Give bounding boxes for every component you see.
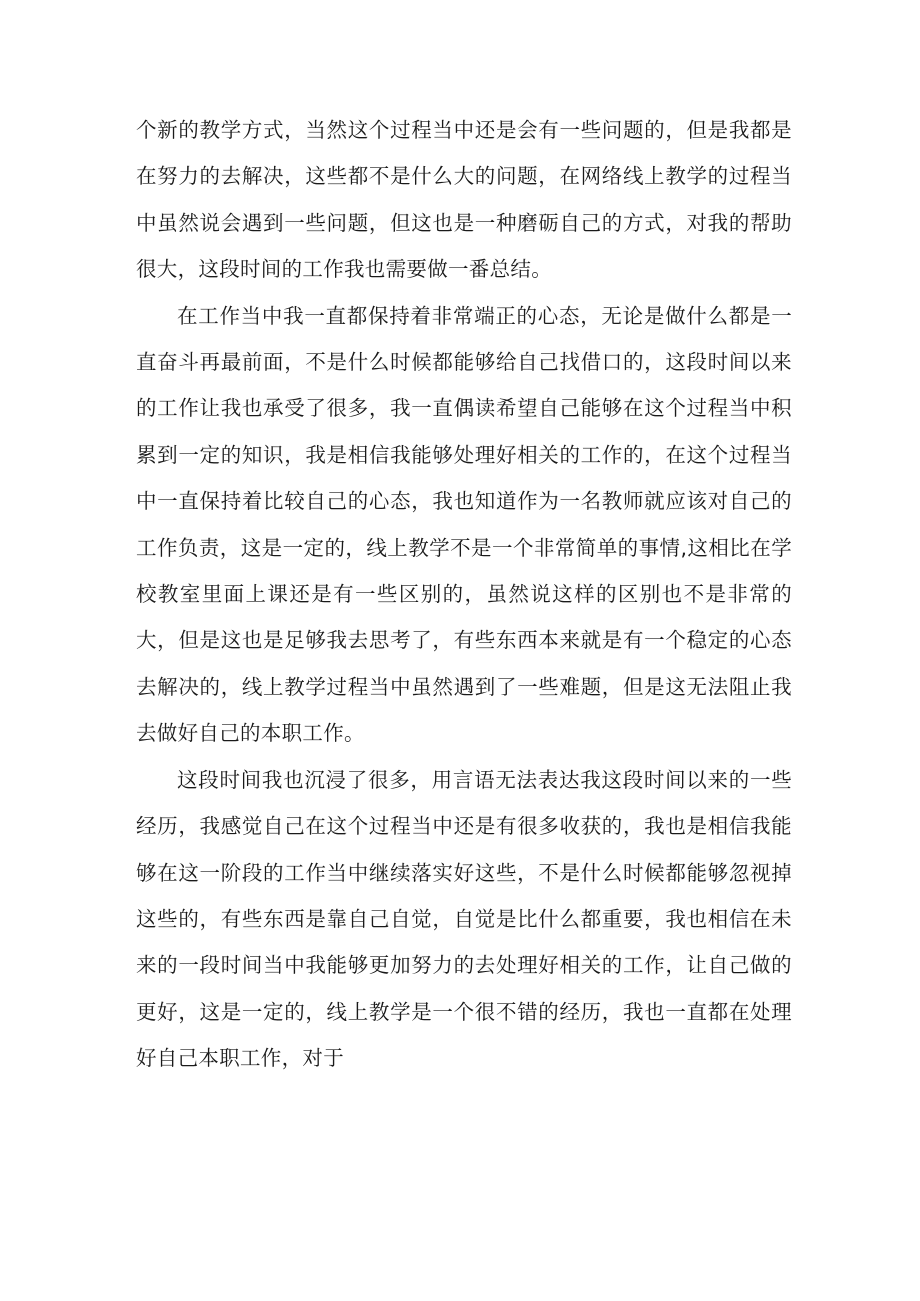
document-page [136,107,792,1082]
paragraph-continuation: 个新的教学方式，当然这个过程当中还是会有一些问题的，但是我都是在努力的去解决，这些都不是什么大的问题，在网络线上教学的过程当中虽然说会遇到一些问题，但这也是一种磨砺自己的方式，对我的帮助很大，这段时间的工作我也需要做一番总结。 [136,118,792,282]
paragraph-work-attitude: 在工作当中我一直都保持着非常端正的心态，无论是做什么都是一直奋斗再最前面，不是什么时候都能够给自己找借口的，这段时间以来的工作让我也承受了很多，我一直偶读希望自己能够在这个过程当中积累到一定的知识，我是相信我能够处理好相关的工作的，在这个过程当中一直保持着比较自己的心态，我也知道作为一名教师就应该对自己的工作负责，这是一定的，线上教学不是一个非常简单的事情,这相比在学校教室里面上课还是有一些区别的，虽然说这样的区别也不是非常的大，但是这也是足够我去思考了，有些东西本来就是有一个稳定的心态去解决的，线上教学过程当中虽然遇到了一些难题，但是这无法阻止我去做好自己的本职工作。 [136,303,792,746]
paragraph-experience: 这段时间我也沉浸了很多，用言语无法表达我这段时间以来的一些经历，我感觉自己在这个过程当中还是有很多收获的，我也是相信我能够在这一阶段的工作当中继续落实好这些，不是什么时候都能够忽视掉这些的，有些东西是靠自己自觉，自觉是比什么都重要，我也相信在未来的一段时间当中我能够更加努力的去处理好相关的工作，让自己做的更好，这是一定的，线上教学是一个很不错的经历，我也一直都在处理好自己本职工作，对于 [136,767,792,1071]
